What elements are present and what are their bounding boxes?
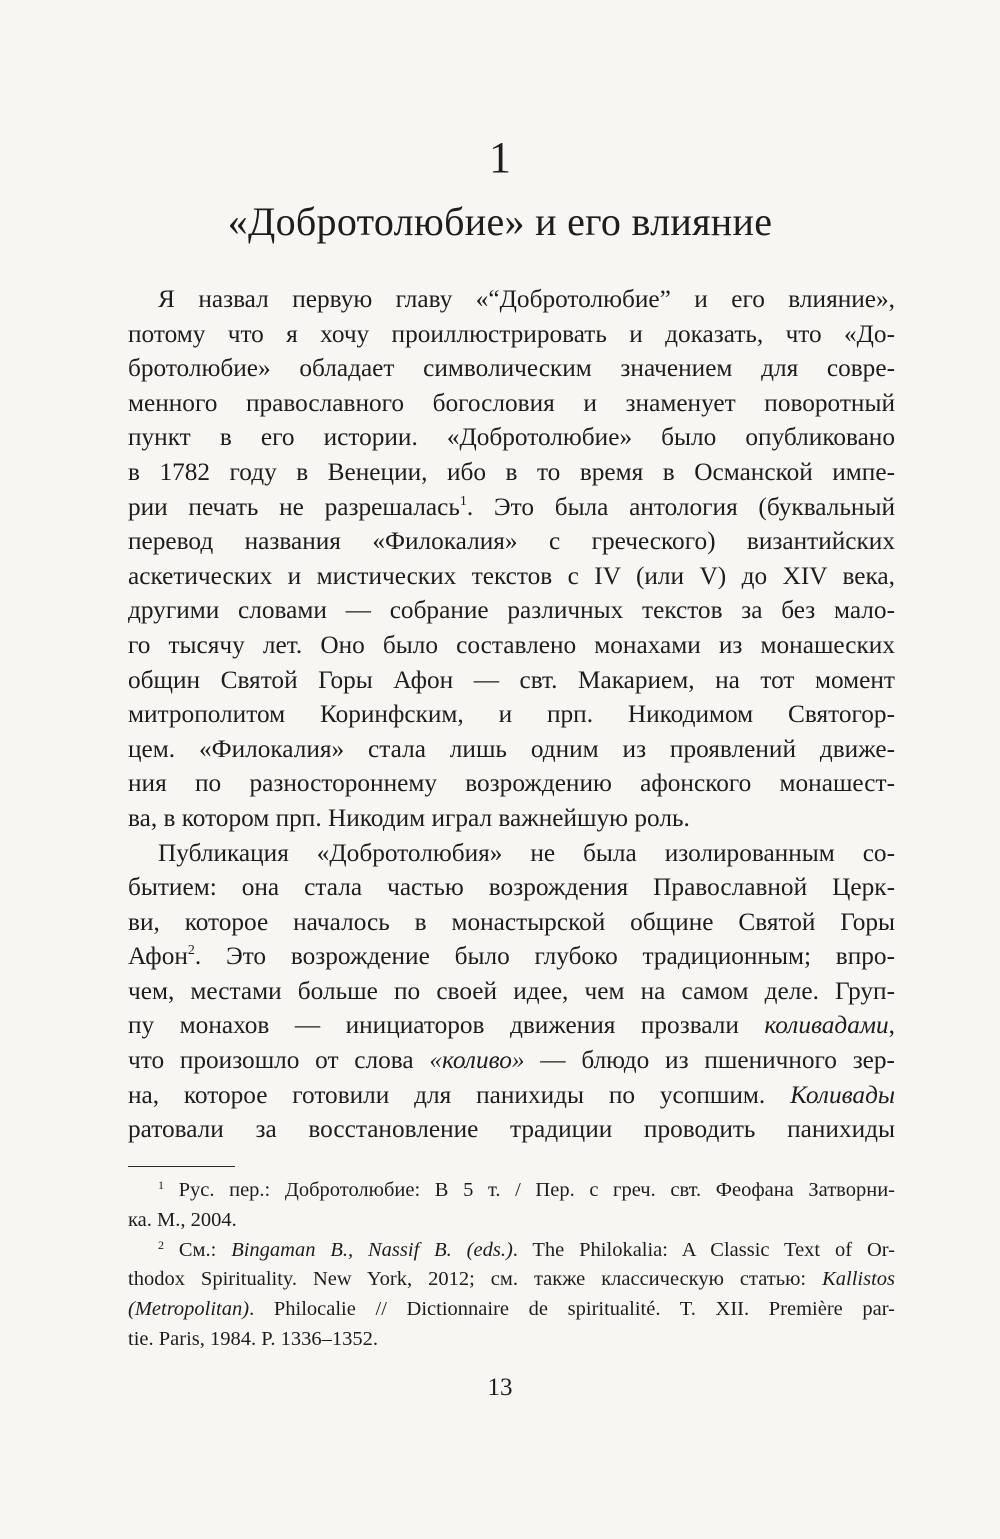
footnote-line: tie. Paris, 1984. P. 1336–1352. (128, 1327, 378, 1350)
text-line: ва, в котором прп. Никодим играл важнейшую роль. (128, 803, 690, 832)
text-line: Публикация «Добротолюбия» не была изолированным со- (158, 838, 895, 867)
text-segment: . The Philokalia: A Classic Text of Or- (512, 1238, 895, 1261)
text-line: аскетических и мистических текстов с IV (или V) до XIV века, (128, 561, 895, 590)
text-line: го тысячу лет. Оно было составлено монахами из монашеских (128, 630, 895, 659)
italic-term: Коливады (790, 1080, 895, 1109)
text-line: ви, которое началось в монастырской общине Святой Горы (128, 907, 895, 936)
paragraph-1 (128, 282, 895, 836)
paragraph-2 (128, 836, 895, 1147)
text-line: в 1782 году в Венеции, ибо в то время в Османской импе- (128, 457, 895, 486)
page-number: 13 (487, 1374, 513, 1401)
footnote-2 (128, 1236, 895, 1355)
text-segment: thodox Spirituality. New York, 2012; см. также классическую статью: (128, 1268, 823, 1291)
footnote-ref-2[interactable]: 2 (187, 943, 195, 959)
text-segment: . Это была антология (буквальный (466, 492, 895, 521)
text-line: ния по разностороннему возрождению афонского монашест- (128, 769, 895, 798)
italic-author: Kallistos (822, 1268, 895, 1291)
text-line (128, 1043, 895, 1078)
text-line (128, 1078, 895, 1113)
footnote-divider (128, 1166, 235, 1167)
text-segment: . Это возрождение было глубоко традиционным; впро- (194, 942, 895, 971)
italic-term: «коливо» (429, 1046, 525, 1075)
footnote-line (128, 1265, 895, 1295)
footnote-number: 2 (158, 1237, 164, 1252)
text-segment: что произошло от слова (128, 1046, 430, 1075)
italic-author: Bingaman B., Nassif B. (eds.) (231, 1238, 513, 1261)
text-line: общин Святой Горы Афон — свт. Макарием, на тот момент (128, 665, 895, 694)
footnote-number: 1 (158, 1178, 164, 1192)
text-segment: См.: (164, 1238, 232, 1261)
text-segment: на, которое готовили для панихиды по усопшим. (128, 1080, 791, 1109)
text-line: бротолюбие» обладает символическим значением для совре- (128, 354, 895, 383)
text-line: чем, местами больше по своей идее, чем на самом деле. Груп- (128, 976, 895, 1005)
text-line (128, 1008, 895, 1043)
text-line: потому что я хочу проиллюстрировать и доказать, что «До- (128, 319, 895, 348)
body-text (128, 282, 895, 1147)
text-line (128, 490, 895, 525)
italic-author: (Metropolitan) (128, 1298, 250, 1321)
text-line: пункт в его истории. «Добротолюбие» было опубликовано (128, 423, 895, 452)
chapter-number: 1 (489, 133, 511, 182)
text-segment: , (888, 1011, 895, 1040)
text-segment: рии печать не разрешалась (128, 492, 460, 521)
text-line: перевод названия «Филокалия» с греческого) византийских (128, 527, 895, 556)
chapter-title: «Добротолюбие» и его влияние (227, 199, 773, 244)
text-segment: Рус. пер.: Добротолюбие: В 5 т. / Пер. с греч. свт. Феофана Затворни- (164, 1179, 895, 1201)
text-line: Я назвал первую главу «“Добротолюбие” и его влияние», (158, 285, 895, 313)
footnote-ref-1[interactable]: 1 (459, 493, 467, 509)
text-line: другими словами — собрание различных текстов за без мало- (128, 596, 895, 625)
text-segment: пу монахов — инициаторов движения прозвали (128, 1011, 765, 1040)
footnotes (128, 1176, 895, 1355)
footnote-line (128, 1176, 895, 1206)
text-line: ратовали за восстановление традиции проводить панихиды (128, 1115, 895, 1144)
text-segment: . Philocalie // Dictionnaire de spiritualité. T. XII. Première par- (249, 1298, 895, 1321)
footnote-1 (128, 1176, 895, 1236)
text-segment: Афон (128, 942, 188, 971)
text-line: цем. «Филокалия» стала лишь одним из проявлений движе- (128, 734, 895, 763)
text-line: бытием: она стала частью возрождения Православной Церк- (128, 873, 895, 902)
text-segment: — блюдо из пшеничного зер- (524, 1046, 895, 1075)
footnote-line (128, 1236, 895, 1266)
text-line: менного православного богословия и знаменует поворотный (128, 388, 895, 417)
italic-term: коливадами (764, 1011, 889, 1040)
text-line (128, 939, 895, 974)
footnote-line: ка. М., 2004. (128, 1208, 237, 1231)
text-line: митрополитом Коринфским, и прп. Никодимом Святогор- (128, 700, 895, 729)
footnote-line (128, 1295, 895, 1325)
